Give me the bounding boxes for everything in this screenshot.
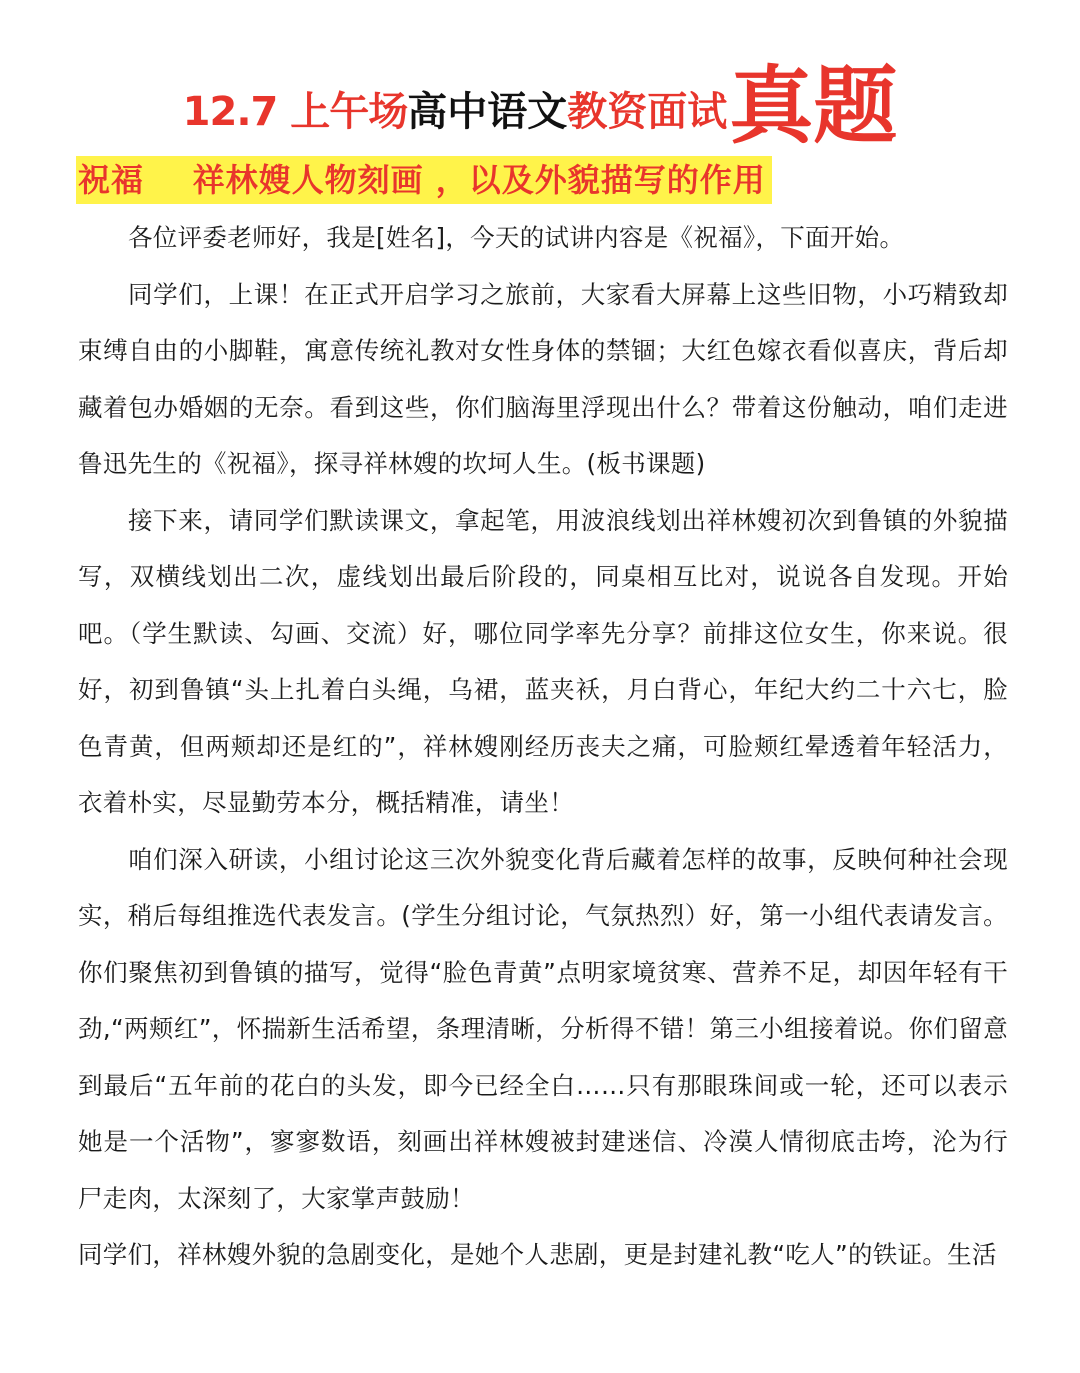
- page-title: [0, 48, 1080, 155]
- topic-subtitle: 祝福 祥林嫂人物刻画 ，以及外貌描写的作用: [76, 156, 772, 204]
- article-body: [78, 210, 1008, 1284]
- paragraph-intro: 同学们，上课！在正式开启学习之旅前，大家看大屏幕上这些旧物，小巧精致却束缚自由的小脚鞋，寓意传统礼教对女性身体的禁锢；大红色嫁衣看似喜庆，背后却藏着包办婚姻的无奈。看到这些，你们脑海里浮现出什么？带着这份触动，咱们走进鲁迅先生的《祝福》，探寻祥林嫂的坎坷人生。(板书课题): [78, 279, 1008, 478]
- paragraph-discussion: 咱们深入研读，小组讨论这三次外貌变化背后藏着怎样的故事，反映何种社会现实，稍后每组推选代表发言。(学生分组讨论，气氛热烈）好，第一小组代表请发言。你们聚焦初到鲁镇的描写，觉得“脸色青黄”点明家境贫寒、营养不足，却因年轻有干劲,“两颊红”，怀揣新生活希望，条理清晰，分析得不错！第三小组接着说。你们留意到最后“五年前的花白的头发，即今已经全白……只有那眼珠间或一轮，还可以表示她是一个活物”，寥寥数语，刻画出祥林嫂被封建迷信、冷漠人情彻底击垮，沦为行尸走肉，太深刻了，大家掌声鼓励！: [78, 844, 1008, 1213]
- paragraph-reading: 接下来，请同学们默读课文，拿起笔，用波浪线划出祥林嫂初次到鲁镇的外貌描写，双横线划出二次，虚线划出最后阶段的，同桌相互比对，说说各自发现。开始吧。（学生默读、勾画、交流）好，哪位同学率先分享？前排这位女生，你来说。很好，初到鲁镇“头上扎着白头绳，乌裙，蓝夹袄，月白背心，年纪大约二十六七，脸色青黄，但两颊却还是红的”，祥林嫂刚经历丧夫之痛，可脸颊红晕透着年轻活力，衣着朴实，尽显勤劳本分，概括精准，请坐！: [78, 505, 1008, 817]
- paragraph-opening: 各位评委老师好，我是[姓名]，今天的试讲内容是《祝福》，下面开始。: [128, 223, 905, 252]
- title-highlight: 真题: [729, 57, 898, 155]
- title-subject: 高中语文: [407, 89, 568, 135]
- paragraph-summary: 同学们，祥林嫂外貌的急剧变化，是她个人悲剧，更是封建礼教“吃人”的铁证。生活: [78, 1240, 997, 1269]
- title-exam: 教资面试: [567, 89, 728, 135]
- title-date-session: 12.7 上午场: [182, 89, 408, 135]
